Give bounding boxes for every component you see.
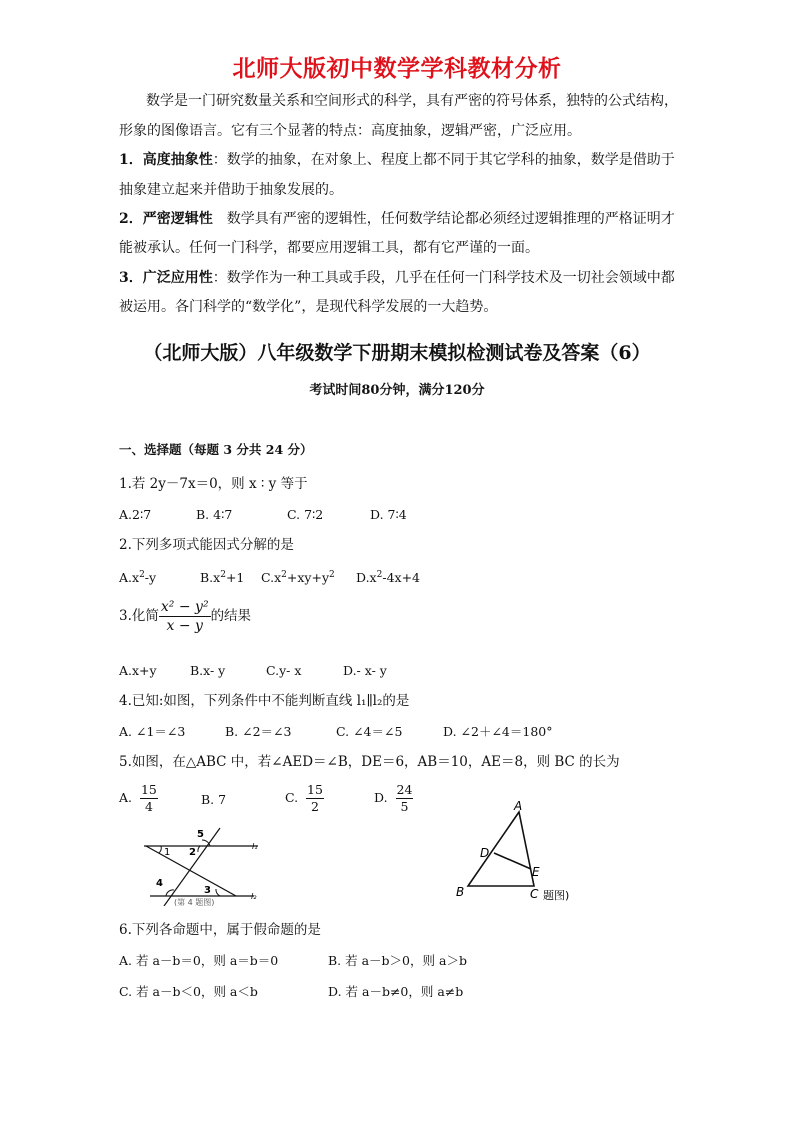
feature-3-heading: 3．广泛应用性 xyxy=(119,270,213,286)
intro-line-2: 形象的图像语言。它有三个显著的特点：高度抽象，逻辑严密，广泛应用。 xyxy=(119,123,581,139)
q6-option-c: C. 若 a－b＜0，则 a＜b xyxy=(119,984,258,999)
q1-option-d: D. 7∶4 xyxy=(370,507,407,522)
q5-option-b: B. 7 xyxy=(201,792,227,807)
exam-title: （北师大版）八年级数学下册期末模拟检测试卷及答案（6） xyxy=(143,342,651,364)
feature-1-text: ：数学的抽象，在对象上、程度上都不同于其它学科的抽象，数学是借助于 xyxy=(212,152,675,168)
fig2-label-d: D xyxy=(480,846,490,860)
q4-option-c: C. ∠4＝∠5 xyxy=(336,724,403,739)
feature-1-heading: 1．高度抽象性 xyxy=(119,152,213,168)
feature-3-line-2: 被运用。各门科学的“数学化”，是现代科学发展的一大趋势。 xyxy=(119,299,498,315)
feature-2-heading: 2．严密逻辑性 xyxy=(119,211,213,227)
fig2-caption: 题图) xyxy=(543,889,570,902)
question-2: 2.下列多项式能因式分解的是 xyxy=(119,537,294,553)
q5-c-fraction: $\frac{15}{2}$ xyxy=(307,782,323,814)
feature-2-text: 数学具有严密的逻辑性，任何数学结论都必须经过逻辑推理的严格证明才 xyxy=(212,211,675,227)
q5-option-d: D. $\frac{24}{5}$ xyxy=(374,782,413,814)
feature-2-line-2: 能被承认。任何一门科学，都要应用逻辑工具，都有它严谨的一面。 xyxy=(119,240,539,256)
figure-triangle-abc xyxy=(450,796,585,908)
q3-option-d: D.- x- y xyxy=(343,663,387,678)
q2-option-b: $B.x^2+1$ xyxy=(200,570,245,586)
q5-d-fraction: $\frac{24}{5}$ xyxy=(396,782,413,814)
q1-option-c: C. 7∶2 xyxy=(287,507,324,522)
q3-option-c: C.y- x xyxy=(266,663,302,678)
feature-1-line-2: 抽象建立起来并借助于抽象发展的。 xyxy=(119,182,343,198)
fig1-label-5: 5 xyxy=(197,829,204,840)
question-5: 5.如图，在△ABC 中，若∠AED＝∠B，DE＝6，AB＝10，AE＝8，则 BC 的长为 xyxy=(119,754,620,770)
fig2-label-e: E xyxy=(532,865,540,879)
feature-3-text: ：数学作为一种工具或手段，几乎在任何一门科学技术及一切社会领域中都 xyxy=(212,270,675,286)
q5-option-a: A. $\frac{15}{4}$ xyxy=(119,782,157,814)
q4-option-d: D. ∠2＋∠4＝180° xyxy=(443,724,553,739)
fig1-label-3: 3 xyxy=(204,885,211,896)
q4-option-b: B. ∠2＝∠3 xyxy=(225,724,292,739)
q2-option-d: $D.x^2-4x+4$ xyxy=(356,570,420,586)
feature-2 xyxy=(119,209,675,229)
fig1-label-l2: l₂ xyxy=(251,892,257,901)
figure-parallel-lines xyxy=(140,824,270,906)
fig1-label-1: 1 xyxy=(164,847,171,858)
fig1-label-4: 4 xyxy=(156,878,163,889)
q3-option-a: A.x+y xyxy=(119,663,157,678)
fig1-caption: (第 4 题图) xyxy=(174,898,215,906)
q4-option-a: A. ∠1＝∠3 xyxy=(119,724,186,739)
q3-stem-post: 的结果 xyxy=(210,608,252,624)
question-4: 4.已知:如图，下列条件中不能判断直线 l₁∥l₂的是 xyxy=(119,693,410,709)
fig2-label-c: C xyxy=(530,887,539,901)
q6-option-a: A. 若 a－b＝0，则 a＝b＝0 xyxy=(119,953,279,968)
question-1: 1.若 2y－7x＝0，则 x ∶ y 等于 xyxy=(119,476,308,492)
q2-option-c: $C.x^2+xy+y^2$ xyxy=(261,570,335,586)
section-heading: 一、选择题（每题 3 分共 24 分） xyxy=(119,442,313,457)
exam-subtitle: 考试时间80分钟，满分120分 xyxy=(309,383,485,398)
q6-option-b: B. 若 a－b＞0，则 a＞b xyxy=(328,953,467,968)
feature-3 xyxy=(119,268,675,288)
q2-option-a: $A.x^2-y$ xyxy=(119,570,157,586)
q3-stem-pre: 3.化简 xyxy=(119,608,159,624)
q5-a-fraction: $\frac{15}{4}$ xyxy=(140,782,157,814)
page-header-title: 北师大版初中数学学科教材分析 xyxy=(232,56,562,82)
q3-option-b: B.x- y xyxy=(190,663,226,678)
fig1-label-l1: l₁ xyxy=(252,842,258,851)
q1-option-b: B. 4∶7 xyxy=(196,507,233,522)
q3-fraction: $\frac{\text{x² − y²}}{x - y}$ xyxy=(160,599,209,634)
question-6: 6.下列各命题中，属于假命题的是 xyxy=(119,922,321,938)
q6-option-d: D. 若 a－b≠0，则 a≠b xyxy=(328,984,464,999)
q5-option-c: C. $\frac{15}{2}$ xyxy=(285,782,323,814)
fig1-label-2: 2 xyxy=(189,847,196,858)
q1-option-a: A.2∶7 xyxy=(119,507,152,522)
intro-line-1: 数学是一门研究数量关系和空间形式的科学，具有严密的符号体系，独特的公式结构， xyxy=(146,93,678,109)
fig2-label-b: B xyxy=(456,885,465,899)
feature-1 xyxy=(119,150,675,170)
fig2-label-a: A xyxy=(514,799,523,813)
question-3 xyxy=(119,598,251,635)
